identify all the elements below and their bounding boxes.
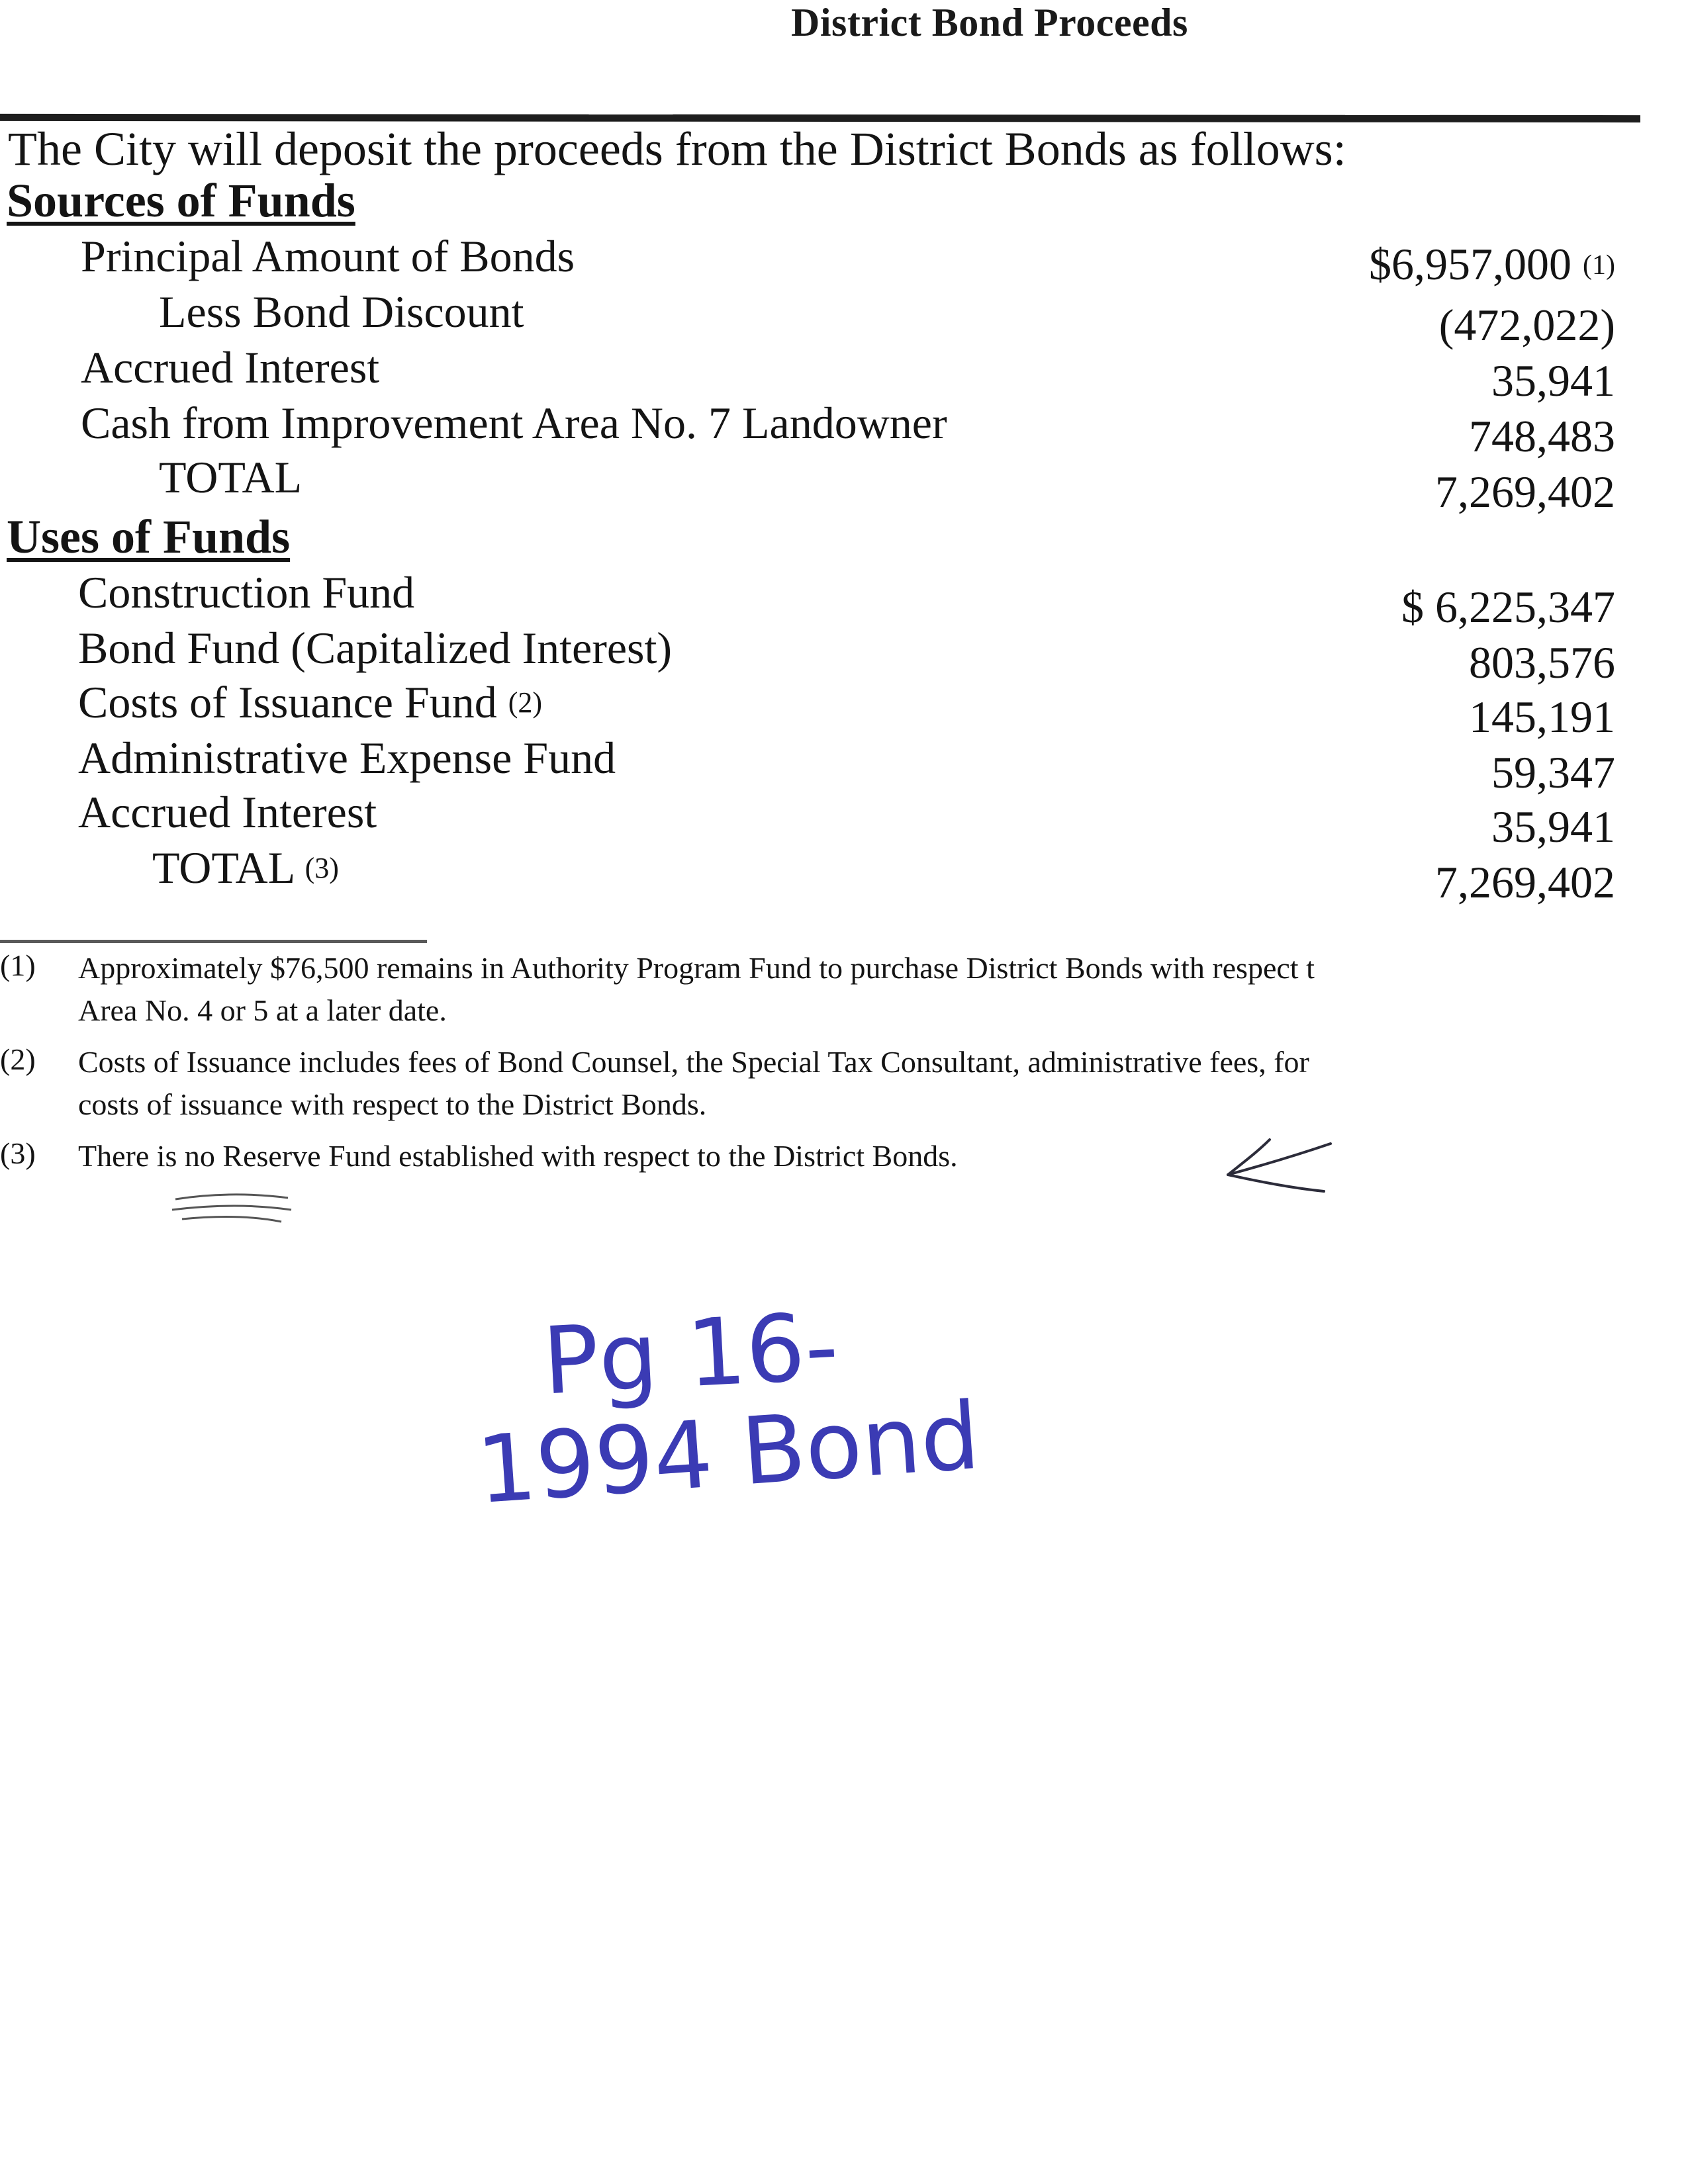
uses-label-accrued: Accrued Interest xyxy=(78,787,377,837)
pencil-scribble-icon xyxy=(169,1185,295,1231)
uses-amount-bond-fund: 803,576 xyxy=(1469,637,1615,688)
footnote-3-marker: (3) xyxy=(0,1136,36,1170)
footnote-ref-3: (3) xyxy=(305,852,339,884)
handdrawn-arrow-icon xyxy=(1218,1125,1337,1198)
uses-amount-admin: 59,347 xyxy=(1491,747,1615,797)
footnote-3-line-1: There is no Reserve Fund established with respect to the District Bonds. xyxy=(78,1139,958,1173)
sources-amount-total: 7,269,402 xyxy=(1435,467,1615,517)
footnote-ref-2: (2) xyxy=(508,686,543,719)
sources-label-accrued: Accrued Interest xyxy=(81,342,380,392)
handwritten-page-note: Pg 16- xyxy=(540,1293,841,1416)
sources-amount-landowner: 748,483 xyxy=(1469,411,1615,461)
sources-amount-accrued: 35,941 xyxy=(1491,355,1615,406)
sources-label-principal: Principal Amount of Bonds xyxy=(81,231,575,281)
footnote-2-marker: (2) xyxy=(0,1042,36,1076)
sources-label-landowner: Cash from Improvement Area No. 7 Landowner xyxy=(81,398,947,448)
footnote-ref-1: (1) xyxy=(1583,250,1615,281)
footnote-1-line-2: Area No. 4 or 5 at a later date. xyxy=(78,993,447,1027)
sources-label-total: TOTAL xyxy=(159,452,303,502)
uses-amount-construction: $ 6,225,347 xyxy=(1401,582,1615,632)
intro-sentence: The City will deposit the proceeds from the District Bonds as follows: xyxy=(8,122,1346,175)
document-title: District Bond Proceeds xyxy=(791,1,1188,44)
uses-amount-issuance: 145,191 xyxy=(1469,692,1615,742)
uses-label-issuance: Costs of Issuance Fund (2) xyxy=(78,677,543,727)
footnote-1-line-1: Approximately $76,500 remains in Authority Program Fund to purchase District Bonds with respect t xyxy=(78,951,1315,985)
footnote-2-line-1: Costs of Issuance includes fees of Bond Counsel, the Special Tax Consultant, administrative fees, for xyxy=(78,1045,1309,1079)
footnote-2-line-2: costs of issuance with respect to the District Bonds. xyxy=(78,1087,707,1121)
uses-amount-accrued: 35,941 xyxy=(1491,801,1615,852)
handwritten-year-note: 1994 Bond xyxy=(473,1382,983,1525)
uses-label-bond-fund: Bond Fund (Capitalized Interest) xyxy=(78,623,673,673)
uses-label-admin: Administrative Expense Fund xyxy=(78,733,616,783)
sources-label-discount: Less Bond Discount xyxy=(159,287,524,337)
footnote-1-marker: (1) xyxy=(0,948,36,982)
sources-heading: Sources of Funds xyxy=(7,174,355,227)
footnote-rule xyxy=(0,940,427,943)
sources-amount-discount: (472,022) xyxy=(1438,300,1615,350)
uses-heading: Uses of Funds xyxy=(7,510,291,563)
uses-amount-total: 7,269,402 xyxy=(1435,857,1615,907)
uses-label-construction: Construction Fund xyxy=(78,567,415,617)
uses-label-total: TOTAL (3) xyxy=(152,842,339,893)
sources-amount-principal: $6,957,000 (1) xyxy=(1369,239,1615,289)
